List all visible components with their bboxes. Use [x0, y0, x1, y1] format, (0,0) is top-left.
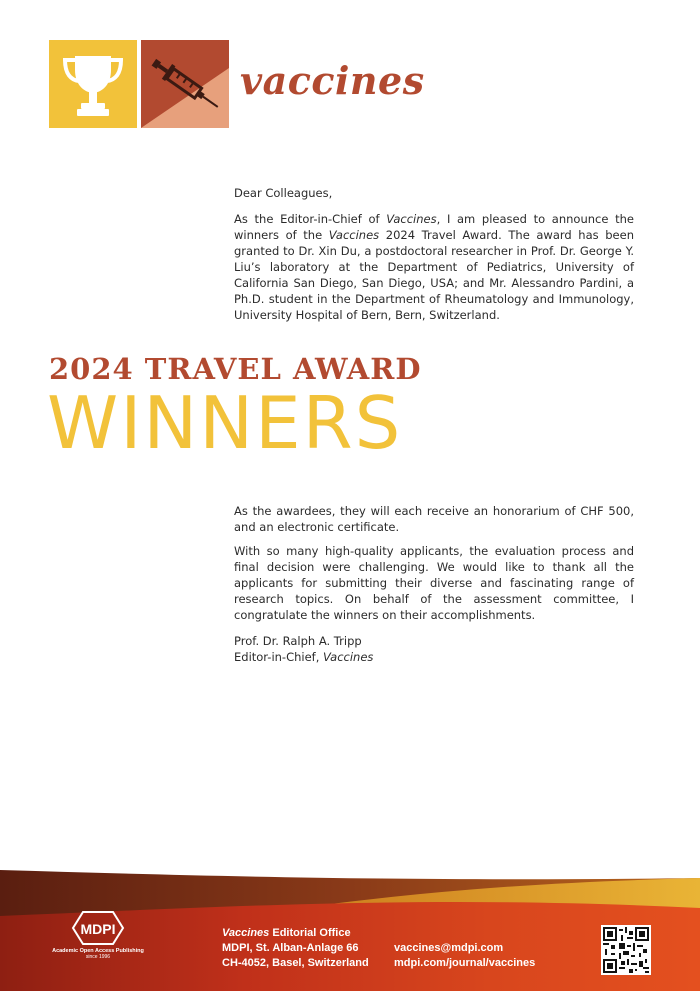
signer-name: Prof. Dr. Ralph A. Tripp [234, 634, 362, 648]
qr-code[interactable] [601, 925, 651, 975]
signature [234, 633, 634, 665]
announcement-text: , I am pleased to announce the winners of the [234, 212, 634, 242]
journal-ref: Vaccines [323, 650, 374, 664]
mdpi-name: MDPI [80, 921, 116, 937]
syringe-icon [141, 40, 229, 128]
office-journal: Vaccines [222, 927, 270, 939]
address-line-1: MDPI, St. Alban-Anlage 66 [222, 942, 359, 954]
office-label: Editorial Office [269, 927, 351, 939]
office-title [222, 926, 369, 941]
trophy-logo-box [49, 40, 137, 128]
award-title: 2024 TRAVEL AWARD [49, 352, 422, 386]
contact-info [394, 941, 535, 971]
letter-body [234, 185, 634, 331]
closing-body [234, 503, 634, 665]
mdpi-since: since 1996 [85, 954, 111, 960]
contact-url[interactable]: mdpi.com/journal/vaccines [394, 957, 536, 969]
mdpi-hex-icon [65, 910, 131, 946]
journal-name: vaccines [240, 58, 425, 103]
signer-role-text: Editor-in-Chief, [234, 650, 324, 664]
journal-ref: Vaccines [386, 212, 437, 226]
contact-email[interactable]: vaccines@mdpi.com [394, 942, 504, 954]
journal-ref: Vaccines [328, 228, 380, 242]
mdpi-tagline: Academic Open Access Publishing [52, 948, 144, 954]
thanks-paragraph: With so many high-quality applicants, the evaluation process and final decision were challenging. We would like to thank all the applicants for submitting their diverse and fascinating range of research topics. On behalf of the assessment committee, I congratulate the winners on their accomplishments. [234, 544, 634, 622]
footer [0, 868, 700, 991]
announcement-text: As the Editor-in-Chief of [234, 212, 387, 226]
syringe-logo-box [141, 40, 229, 128]
signer-role [234, 649, 634, 665]
honorarium-paragraph: As the awardees, they will each receive an honorarium of CHF 500, and an electronic certificate. [234, 504, 634, 534]
mdpi-logo [50, 910, 146, 960]
qr-code-icon [603, 927, 649, 973]
announcement-text: 2024 Travel Award. The award has been granted to Dr. Xin Du, a postdoctoral researcher in Prof. Dr. George Y. Liu’s laboratory at the Department of Pediatrics, University of California San Diego, San Diego, USA; and Mr. Alessandro Pardini, a Ph.D. student in the Department of Rheumatology and Immunology, University Hospital of Bern, Bern, Switzerland. [234, 228, 634, 322]
winners-heading: WINNERS [47, 381, 403, 465]
editorial-office [222, 926, 369, 971]
address-line-2: CH-4052, Basel, Switzerland [222, 957, 369, 969]
greeting: Dear Colleagues, [234, 186, 333, 200]
announcement-paragraph [234, 211, 634, 323]
trophy-icon [49, 40, 137, 128]
